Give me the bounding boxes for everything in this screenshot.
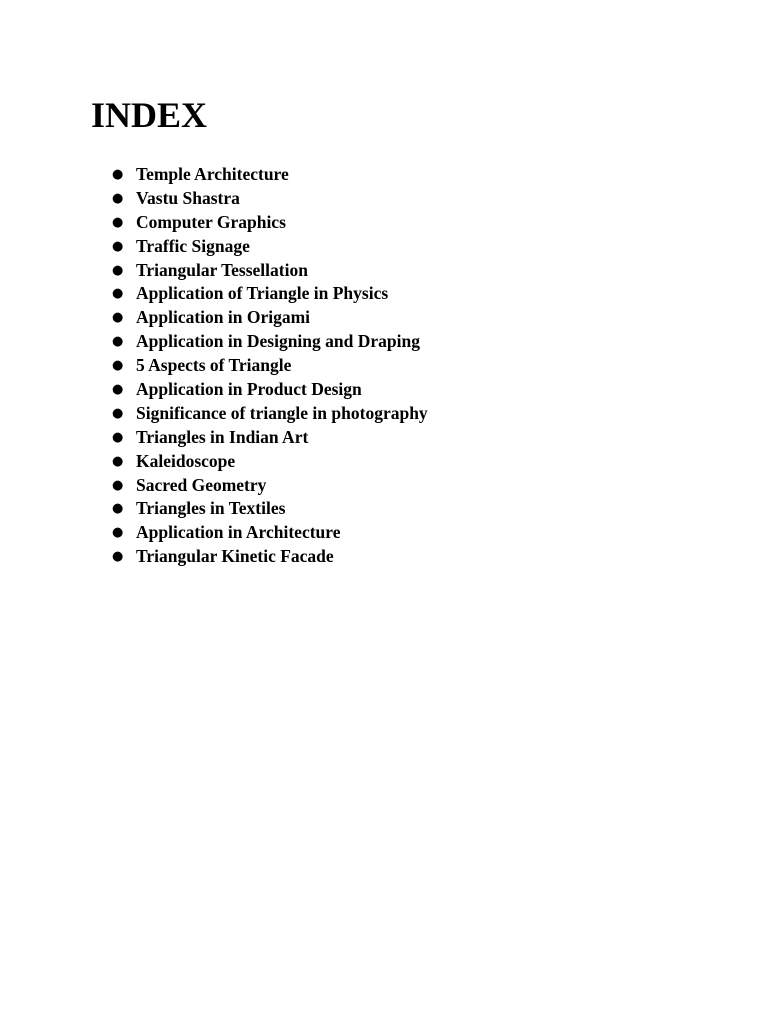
list-item-label: Triangles in Textiles (136, 498, 286, 519)
bullet-icon: ● (112, 358, 124, 374)
bullet-icon: ● (112, 238, 124, 254)
bullet-icon: ● (112, 453, 124, 469)
list-item-label: Application in Designing and Draping (136, 331, 420, 352)
list-item-label: Computer Graphics (136, 211, 286, 232)
bullet-icon: ● (112, 334, 124, 350)
bullet-icon: ● (112, 214, 124, 230)
list-item-label: Triangular Kinetic Facade (136, 546, 334, 567)
bullet-icon: ● (112, 167, 124, 182)
bullet-icon: ● (112, 190, 124, 206)
list-item-label: Vastu Shastra (136, 187, 240, 208)
bullet-icon: ● (112, 549, 124, 565)
list-item-label: Traffic Signage (136, 235, 250, 256)
list-item-label: Application in Product Design (136, 379, 362, 400)
bullet-icon: ● (112, 310, 124, 326)
list-item-label: Triangles in Indian Art (136, 426, 309, 447)
bullet-icon: ● (112, 405, 124, 421)
bullet-icon: ● (112, 286, 124, 302)
list-item-label: Application in Architecture (136, 522, 341, 543)
list-item-label: 5 Aspects of Triangle (136, 355, 292, 376)
list-item-label: Application in Origami (136, 307, 311, 328)
bullet-icon: ● (112, 501, 124, 517)
list-item-label: Sacred Geometry (136, 474, 267, 495)
bullet-icon: ● (112, 262, 124, 278)
bullet-icon: ● (112, 429, 124, 445)
page-title: INDEX (91, 95, 208, 135)
bullet-icon: ● (112, 477, 124, 493)
list-item-label: Kaleidoscope (136, 450, 236, 471)
list-item-label: Significance of triangle in photography (136, 402, 428, 423)
bullet-icon: ● (112, 525, 124, 541)
list-item-label: Temple Architecture (136, 164, 289, 184)
bullet-icon: ● (112, 382, 124, 398)
list-item-label: Application of Triangle in Physics (136, 283, 389, 304)
list-item-label: Triangular Tessellation (136, 259, 308, 280)
